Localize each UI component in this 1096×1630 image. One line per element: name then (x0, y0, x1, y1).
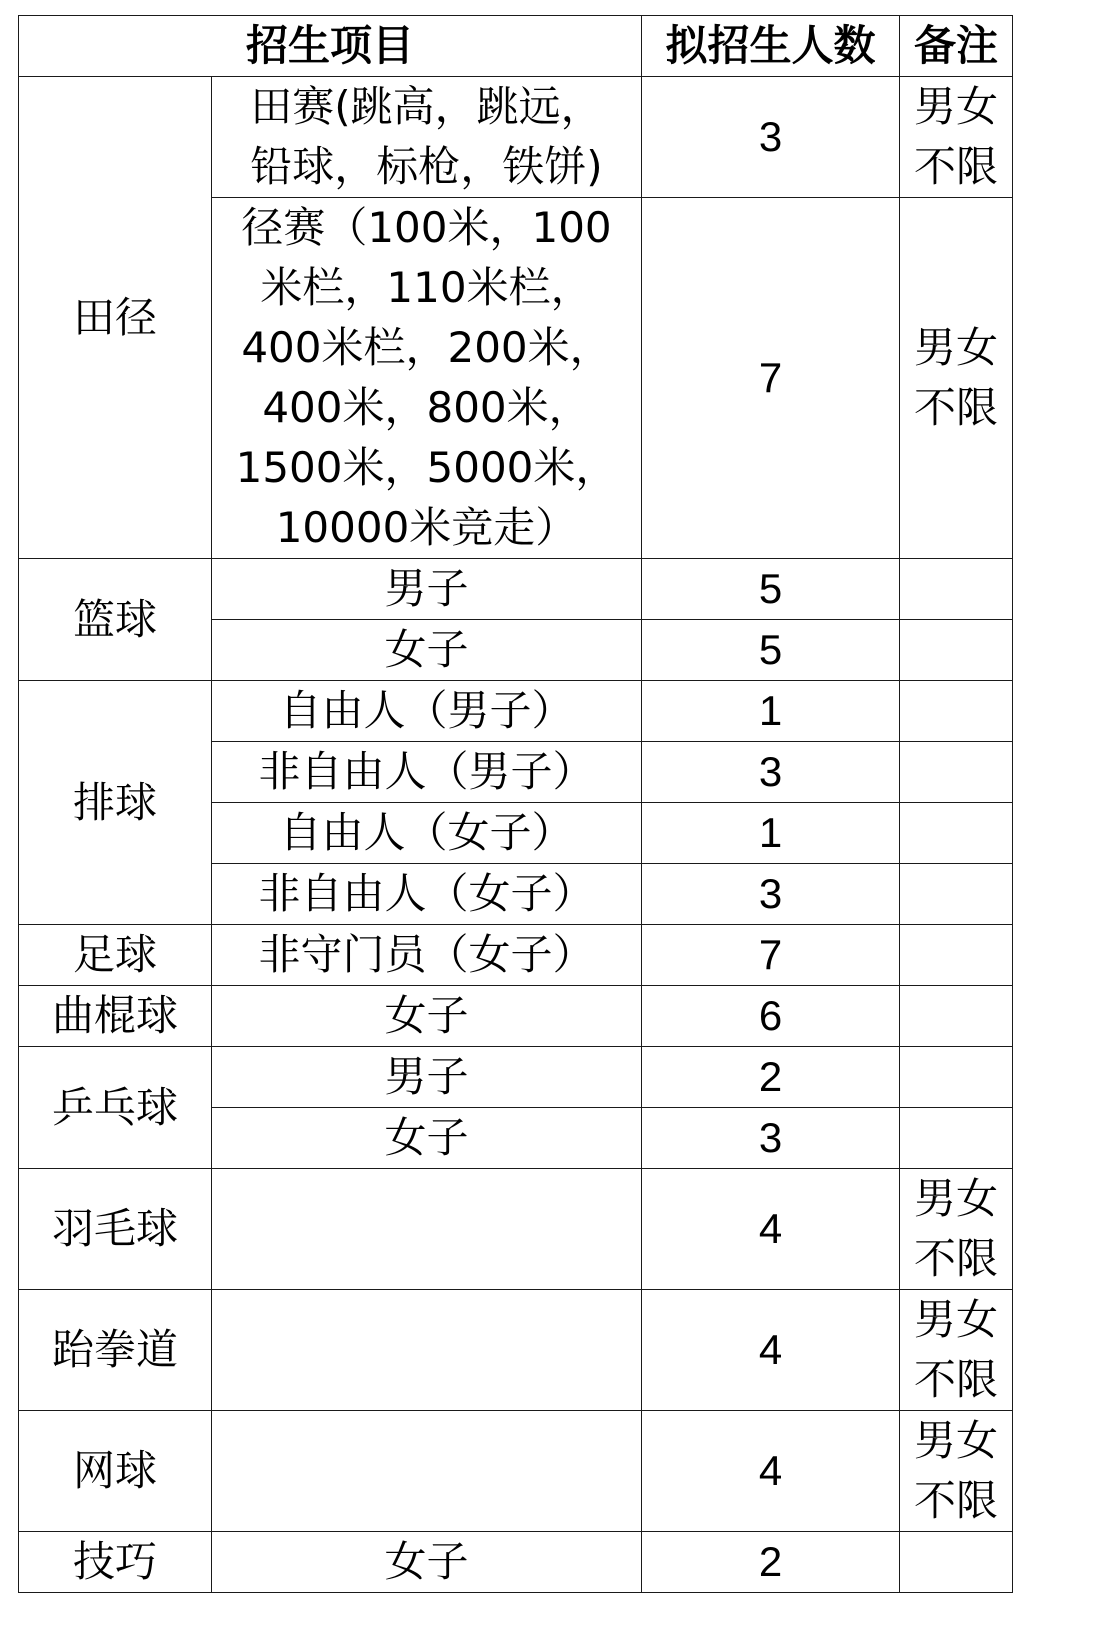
note-cell (900, 1532, 1013, 1593)
note-line: 男女 (913, 1416, 998, 1465)
table-row (19, 1411, 1013, 1532)
category-cell: 跆拳道 (19, 1290, 212, 1411)
note-cell (900, 925, 1013, 986)
table-row (19, 1169, 1013, 1290)
count-cell: 3 (642, 864, 900, 925)
note-line: 男女 (913, 1174, 998, 1223)
table-row (19, 1047, 1013, 1108)
item-cell (212, 1411, 642, 1532)
category-cell: 排球 (19, 681, 212, 925)
table-row (19, 1290, 1013, 1411)
header-note: 备注 (900, 16, 1013, 77)
note-cell (900, 77, 1013, 198)
note-cell (900, 1108, 1013, 1169)
header-count: 拟招生人数 (642, 16, 900, 77)
item-cell (212, 1169, 642, 1290)
count-cell: 4 (642, 1290, 900, 1411)
category-cell: 乒乓球 (19, 1047, 212, 1169)
table-row (19, 986, 1013, 1047)
item-line: 铅球，标枪，铁饼) (250, 142, 603, 191)
count-cell: 7 (642, 925, 900, 986)
count-cell: 1 (642, 681, 900, 742)
count-cell: 5 (642, 559, 900, 620)
header-project: 招生项目 (19, 16, 642, 77)
item-cell: 女子 (212, 986, 642, 1047)
item-cell: 女子 (212, 1108, 642, 1169)
category-cell: 技巧 (19, 1532, 212, 1593)
item-cell: 非守门员（女子） (212, 925, 642, 986)
count-cell: 4 (642, 1169, 900, 1290)
item-line: 田赛(跳高，跳远， (250, 82, 603, 131)
note-cell (900, 1169, 1013, 1290)
item-line: 400米栏，200米， (241, 323, 612, 372)
note-line: 不限 (913, 1476, 998, 1525)
item-cell (212, 198, 642, 559)
item-cell (212, 1290, 642, 1411)
category-cell: 篮球 (19, 559, 212, 681)
header-row (19, 16, 1013, 77)
enrollment-table (18, 15, 1013, 1593)
table-row (19, 77, 1013, 198)
category-cell: 曲棍球 (19, 986, 212, 1047)
note-cell (900, 986, 1013, 1047)
note-line: 男女 (913, 1295, 998, 1344)
note-line: 男女 (913, 82, 998, 131)
note-cell (900, 1290, 1013, 1411)
note-cell (900, 742, 1013, 803)
category-cell: 田径 (19, 77, 212, 559)
note-cell (900, 198, 1013, 559)
count-cell: 2 (642, 1047, 900, 1108)
item-line: 1500米，5000米， (235, 443, 618, 492)
table-row (19, 681, 1013, 742)
item-cell: 男子 (212, 1047, 642, 1108)
count-cell: 7 (642, 198, 900, 559)
item-line: 10000米竞走） (275, 503, 578, 552)
count-cell: 3 (642, 1108, 900, 1169)
count-cell: 3 (642, 77, 900, 198)
count-cell: 3 (642, 742, 900, 803)
item-cell: 非自由人（男子） (212, 742, 642, 803)
count-cell: 6 (642, 986, 900, 1047)
category-cell: 羽毛球 (19, 1169, 212, 1290)
count-cell: 1 (642, 803, 900, 864)
note-cell (900, 1411, 1013, 1532)
note-line: 不限 (913, 383, 998, 432)
item-line: 径赛（100米，100 (241, 203, 612, 252)
item-cell: 男子 (212, 559, 642, 620)
item-cell: 自由人（女子） (212, 803, 642, 864)
item-line: 400米，800米， (262, 383, 591, 432)
category-cell: 足球 (19, 925, 212, 986)
item-cell: 女子 (212, 1532, 642, 1593)
count-cell: 2 (642, 1532, 900, 1593)
note-cell (900, 1047, 1013, 1108)
table-row (19, 925, 1013, 986)
table-row (19, 1532, 1013, 1593)
note-cell (900, 803, 1013, 864)
item-line: 米栏，110米栏， (260, 263, 593, 312)
note-line: 不限 (913, 1355, 998, 1404)
count-cell: 4 (642, 1411, 900, 1532)
item-cell: 非自由人（女子） (212, 864, 642, 925)
table-row (19, 559, 1013, 620)
count-cell: 5 (642, 620, 900, 681)
note-cell (900, 620, 1013, 681)
item-cell (212, 77, 642, 198)
note-line: 男女 (913, 323, 998, 372)
item-cell: 女子 (212, 620, 642, 681)
note-cell (900, 681, 1013, 742)
note-cell (900, 559, 1013, 620)
item-cell: 自由人（男子） (212, 681, 642, 742)
note-line: 不限 (913, 142, 998, 191)
category-cell: 网球 (19, 1411, 212, 1532)
note-line: 不限 (913, 1234, 998, 1283)
note-cell (900, 864, 1013, 925)
